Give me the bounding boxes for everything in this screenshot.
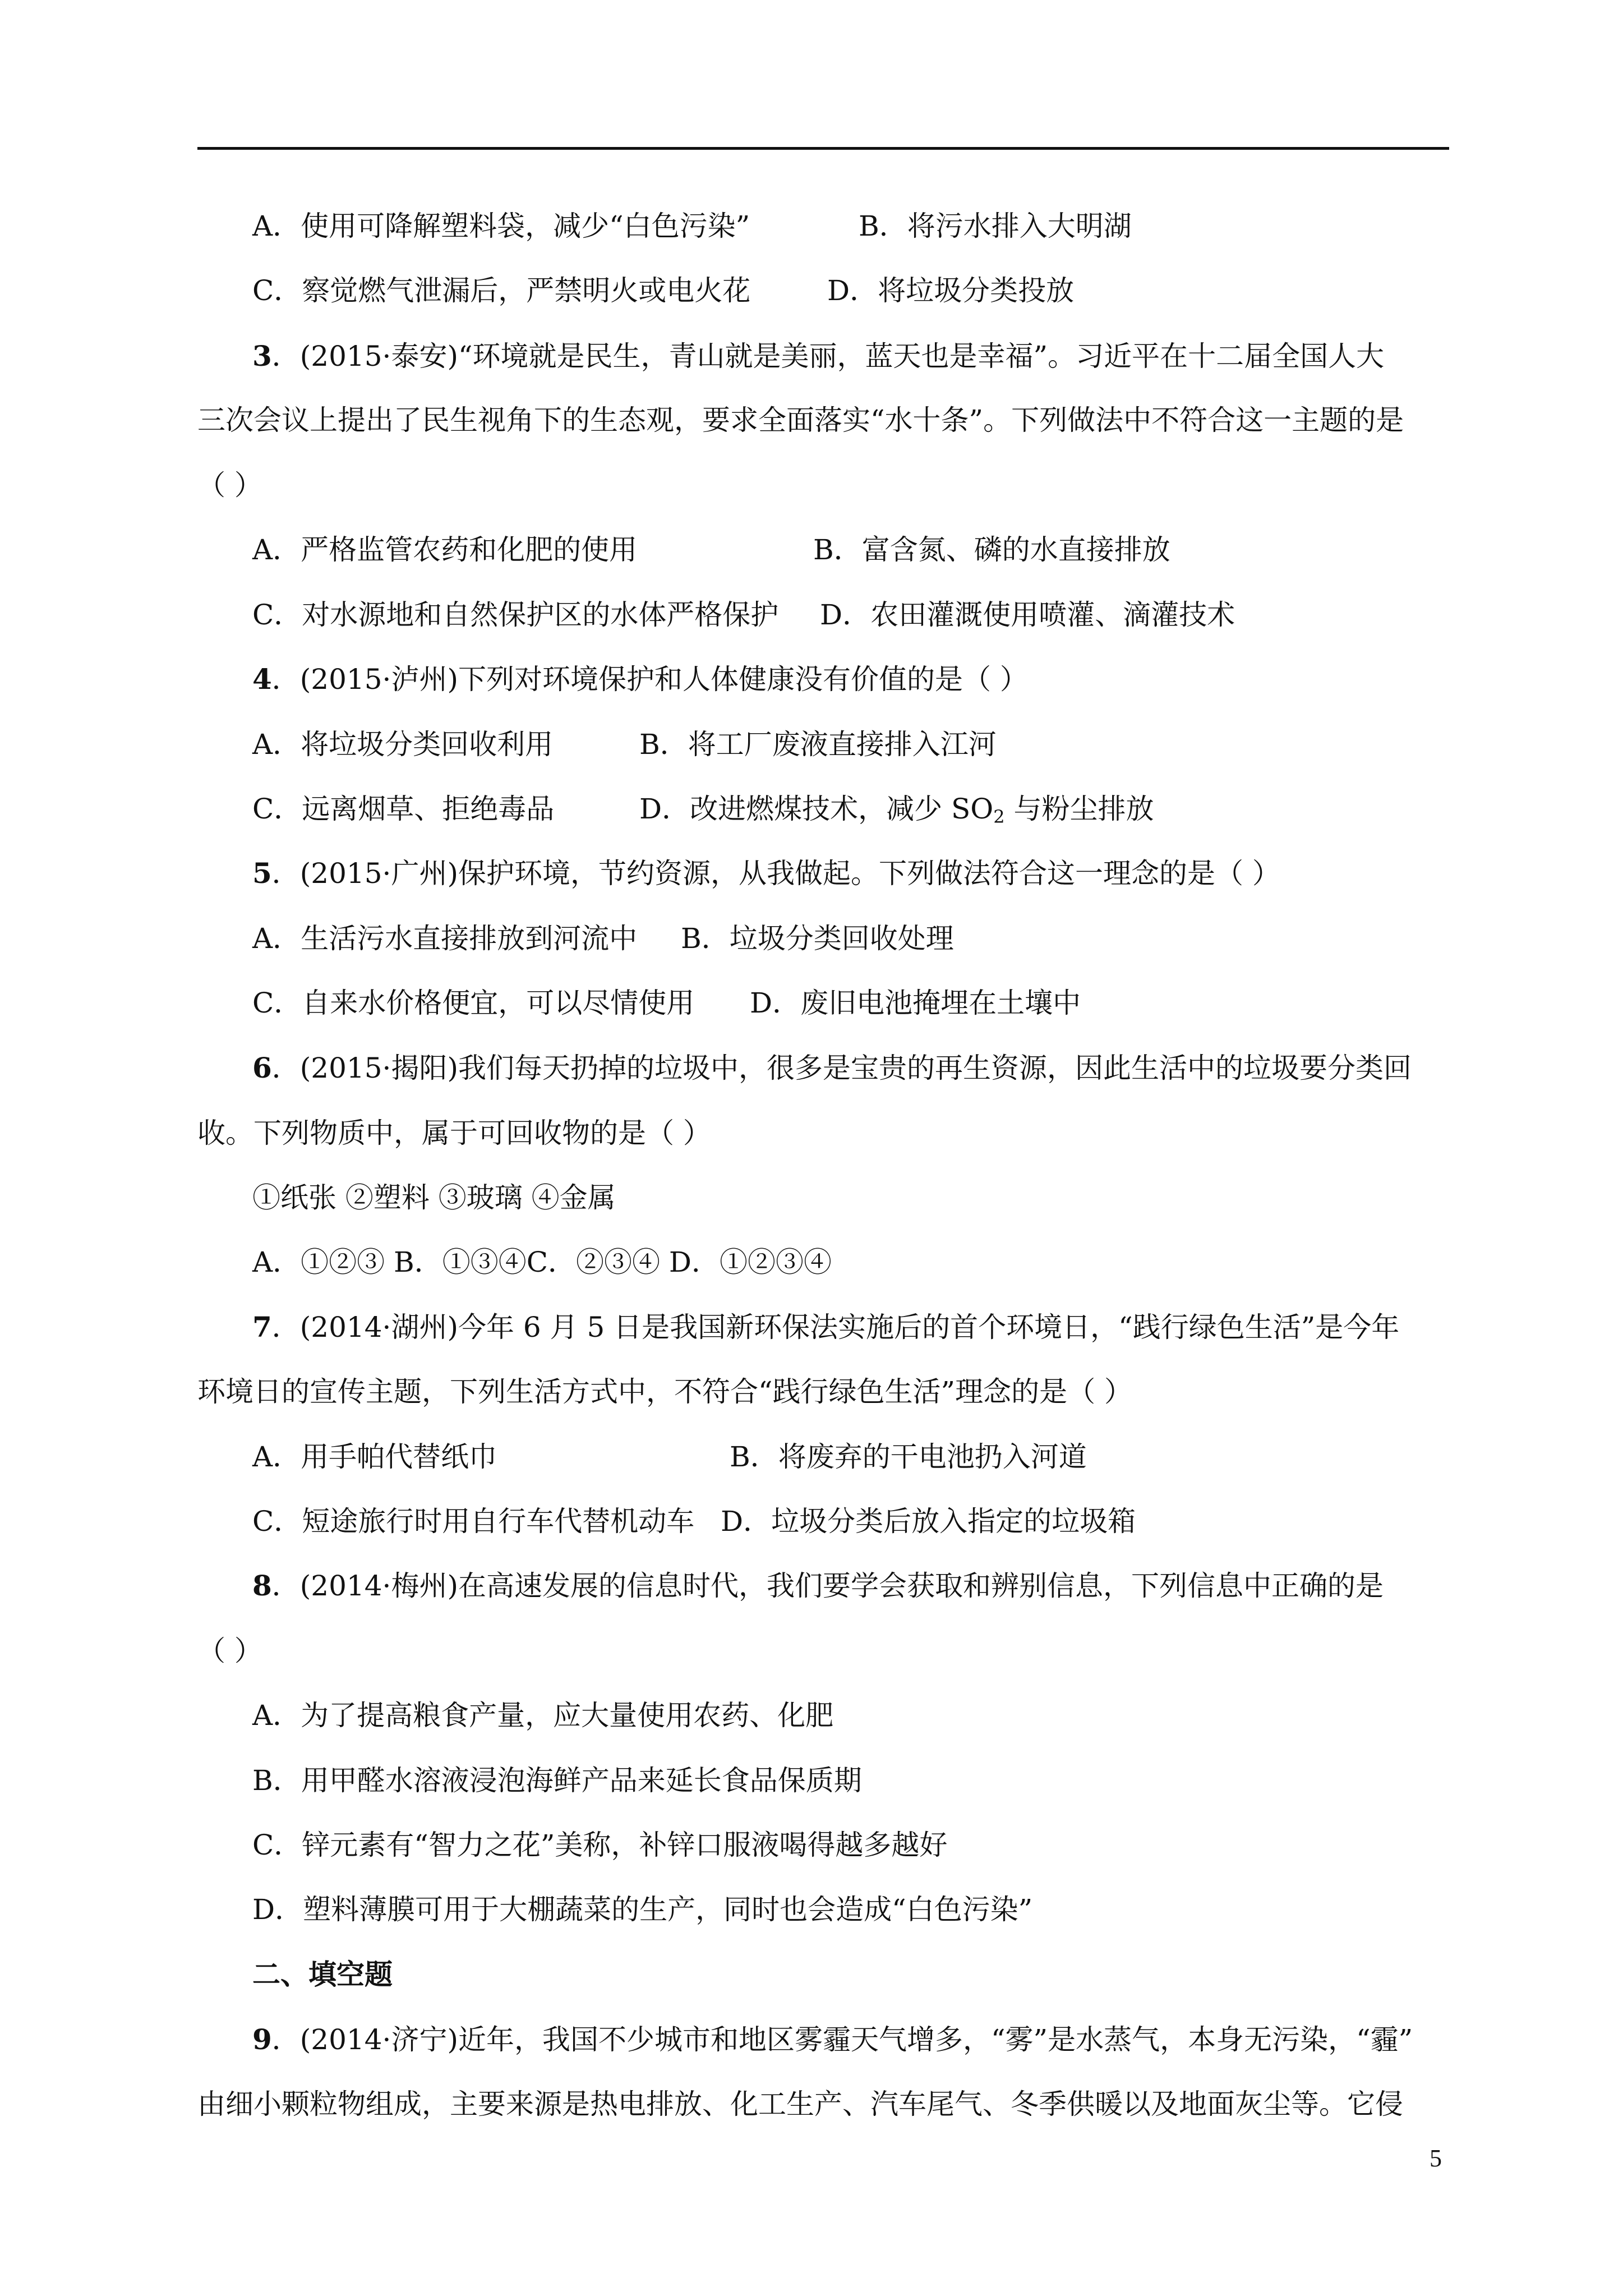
q8-stem-line1: 8．(2014·梅州)在高速发展的信息时代，我们要学会获取和辨别信息，下列信息中正确的是 — [252, 1569, 1384, 1602]
q6-stem-line1: 6．(2015·揭阳)我们每天扔掉的垃圾中，很多是宝贵的再生资源，因此生活中的垃圾要分类回 — [252, 1051, 1412, 1084]
q6-number: 6 — [252, 1051, 272, 1084]
q7-number: 7 — [252, 1310, 272, 1343]
q3-option-a: A．严格监管农药和化肥的使用 — [252, 533, 638, 566]
q4-option-b: B．将工厂废液直接排入江河 — [639, 728, 997, 761]
q6-options: A．①②③ B．①③④C．②③④ D．①②③④ — [252, 1246, 832, 1278]
so2-subscript: 2 — [993, 806, 1005, 827]
q8-option-d: D．塑料薄膜可用于大棚蔬菜的生产，同时也会造成“白色污染” — [252, 1893, 1033, 1926]
q5-option-a: A．生活污水直接排放到河流中 — [252, 922, 638, 955]
q5-option-b: B．垃圾分类回收处理 — [681, 922, 954, 955]
q3-option-c: C．对水源地和自然保护区的水体严格保护 — [252, 599, 779, 631]
q7-option-a: A．用手帕代替纸巾 — [252, 1441, 497, 1473]
q4-option-c: C．远离烟草、拒绝毒品 — [252, 793, 555, 825]
q3-stem-line2: 三次会议上提出了民生视角下的生态观，要求全面落实“水十条”。下列做法中不符合这一主题的是 — [197, 404, 1404, 436]
q7-option-d: D．垃圾分类后放入指定的垃圾箱 — [721, 1505, 1136, 1538]
q9-stem-line1: 9．(2014·济宁)近年，我国不少城市和地区雾霾天气增多，“雾”是水蒸气，本身无污染，“霾” — [252, 2023, 1413, 2056]
section-heading-fill-in: 二、填空题 — [252, 1958, 393, 1991]
q7-option-c: C．短途旅行时用自行车代替机动车 — [252, 1505, 695, 1538]
q2-option-c: C．察觉燃气泄漏后，严禁明火或电火花 — [252, 274, 751, 307]
q7-stem-line1: 7．(2014·湖州)今年 6 月 5 日是我国新环保法实施后的首个环境日，“践行绿色生活”是今年 — [252, 1310, 1400, 1343]
q2-option-a: A．使用可降解塑料袋，减少“白色污染” — [252, 210, 750, 242]
q7-option-b: B．将废弃的干电池扔入河道 — [730, 1441, 1087, 1473]
q8-answer-blank: （ ） — [197, 1635, 262, 1667]
q7-stem-line2: 环境日的宣传主题，下列生活方式中，不符合“践行绿色生活”理念的是（ ） — [197, 1375, 1133, 1408]
header-rule — [197, 147, 1449, 150]
q6-stem-line2: 收。下列物质中，属于可回收物的是（ ） — [197, 1117, 711, 1149]
q2-option-d: D．将垃圾分类投放 — [827, 274, 1075, 307]
q5-option-d: D．废旧电池掩埋在土壤中 — [750, 987, 1081, 1019]
q3-option-b: B．富含氮、磷的水直接排放 — [813, 533, 1170, 566]
q2-option-b: B．将污水排入大明湖 — [859, 210, 1132, 242]
q4-number: 4 — [252, 662, 272, 696]
q8-option-c: C．锌元素有“智力之花”美称，补锌口服液喝得越多越好 — [252, 1829, 948, 1861]
q3-number: 3 — [252, 339, 272, 372]
q4-option-a: A．将垃圾分类回收利用 — [252, 728, 554, 761]
q4-option-d: D．改进燃煤技术，减少 $SO_2$ 与粉尘排放 — [639, 793, 1154, 827]
q8-option-a: A．为了提高粮食产量，应大量使用农药、化肥 — [252, 1699, 834, 1732]
q3-option-d: D．农田灌溉使用喷灌、滴灌技术 — [820, 599, 1235, 631]
q8-number: 8 — [252, 1569, 272, 1602]
q5-number: 5 — [252, 857, 272, 890]
q4-stem: 4．(2015·泸州)下列对环境保护和人体健康没有价值的是（ ） — [252, 662, 1028, 696]
q3-answer-blank: （ ） — [197, 469, 262, 501]
q8-option-b: B．用甲醛水溶液浸泡海鲜产品来延长食品保质期 — [252, 1764, 862, 1797]
q5-stem: 5．(2015·广州)保护环境，节约资源，从我做起。下列做法符合这一理念的是（ ） — [252, 857, 1280, 890]
q3-stem-line1: 3．(2015·泰安)“环境就是民生，青山就是美丽，蓝天也是幸福”。习近平在十二届全国人大 — [252, 339, 1385, 372]
q9-number: 9 — [252, 2023, 272, 2056]
q9-stem-line2: 由细小颗粒物组成，主要来源是热电排放、化工生产、汽车尾气、冬季供暖以及地面灰尘等。它侵 — [197, 2088, 1403, 2120]
q5-option-c: C．自来水价格便宜，可以尽情使用 — [252, 987, 695, 1019]
q6-items: ①纸张 ②塑料 ③玻璃 ④金属 — [252, 1181, 616, 1214]
page-number: 5 — [1430, 2145, 1442, 2172]
